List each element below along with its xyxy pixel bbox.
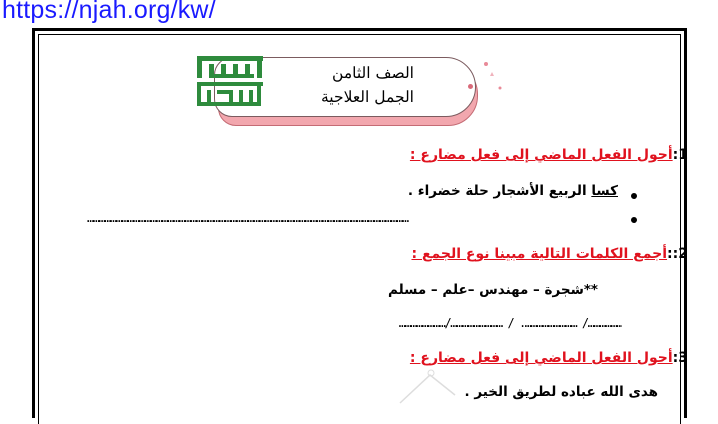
question-1-answer-line[interactable]: …………………………………………………………………………………………………………………………………………………… bbox=[87, 211, 408, 225]
question-1-sentence-rest: الربيع الأشجار حلة خضراء . bbox=[407, 183, 592, 199]
question-2-title: أجمع الكلمات التالية مبينا نوع الجمع : bbox=[411, 246, 668, 262]
question-1-verb: كسا bbox=[591, 183, 618, 199]
bullet-icon bbox=[631, 217, 637, 223]
question-1-title: أحول الفعل الماضي إلى فعل مضارع : bbox=[409, 147, 673, 163]
kufic-logo-icon bbox=[195, 54, 265, 108]
grade-label: الصف الثامن bbox=[332, 64, 414, 82]
bullet-icon bbox=[631, 193, 637, 199]
question-1-heading bbox=[410, 147, 688, 163]
question-1-number: 1: bbox=[672, 147, 688, 163]
decor-sparkle-icon bbox=[478, 58, 508, 108]
question-3-number: 3: bbox=[672, 350, 688, 366]
question-3-sentence: هدى الله عباده لطريق الخير . bbox=[464, 384, 658, 400]
question-3-title: أحول الفعل الماضي إلى فعل مضارع : bbox=[409, 350, 673, 366]
question-2-heading bbox=[411, 246, 688, 262]
question-3-heading bbox=[410, 350, 688, 366]
question-2-number: 2:: bbox=[667, 246, 688, 262]
question-1-sentence bbox=[408, 183, 618, 199]
watermark-icon bbox=[395, 365, 465, 407]
banner-dot-icon bbox=[468, 84, 473, 89]
source-url[interactable]: https://njah.org/kw/ bbox=[2, 0, 216, 24]
question-2-answer-line[interactable]: ………………/ ………………………. / ………………………/…………………… bbox=[398, 316, 622, 330]
lesson-label: الجمل العلاجية bbox=[321, 88, 414, 106]
question-2-words: **شجرة – مهندس –علم – مسلم bbox=[388, 282, 598, 298]
